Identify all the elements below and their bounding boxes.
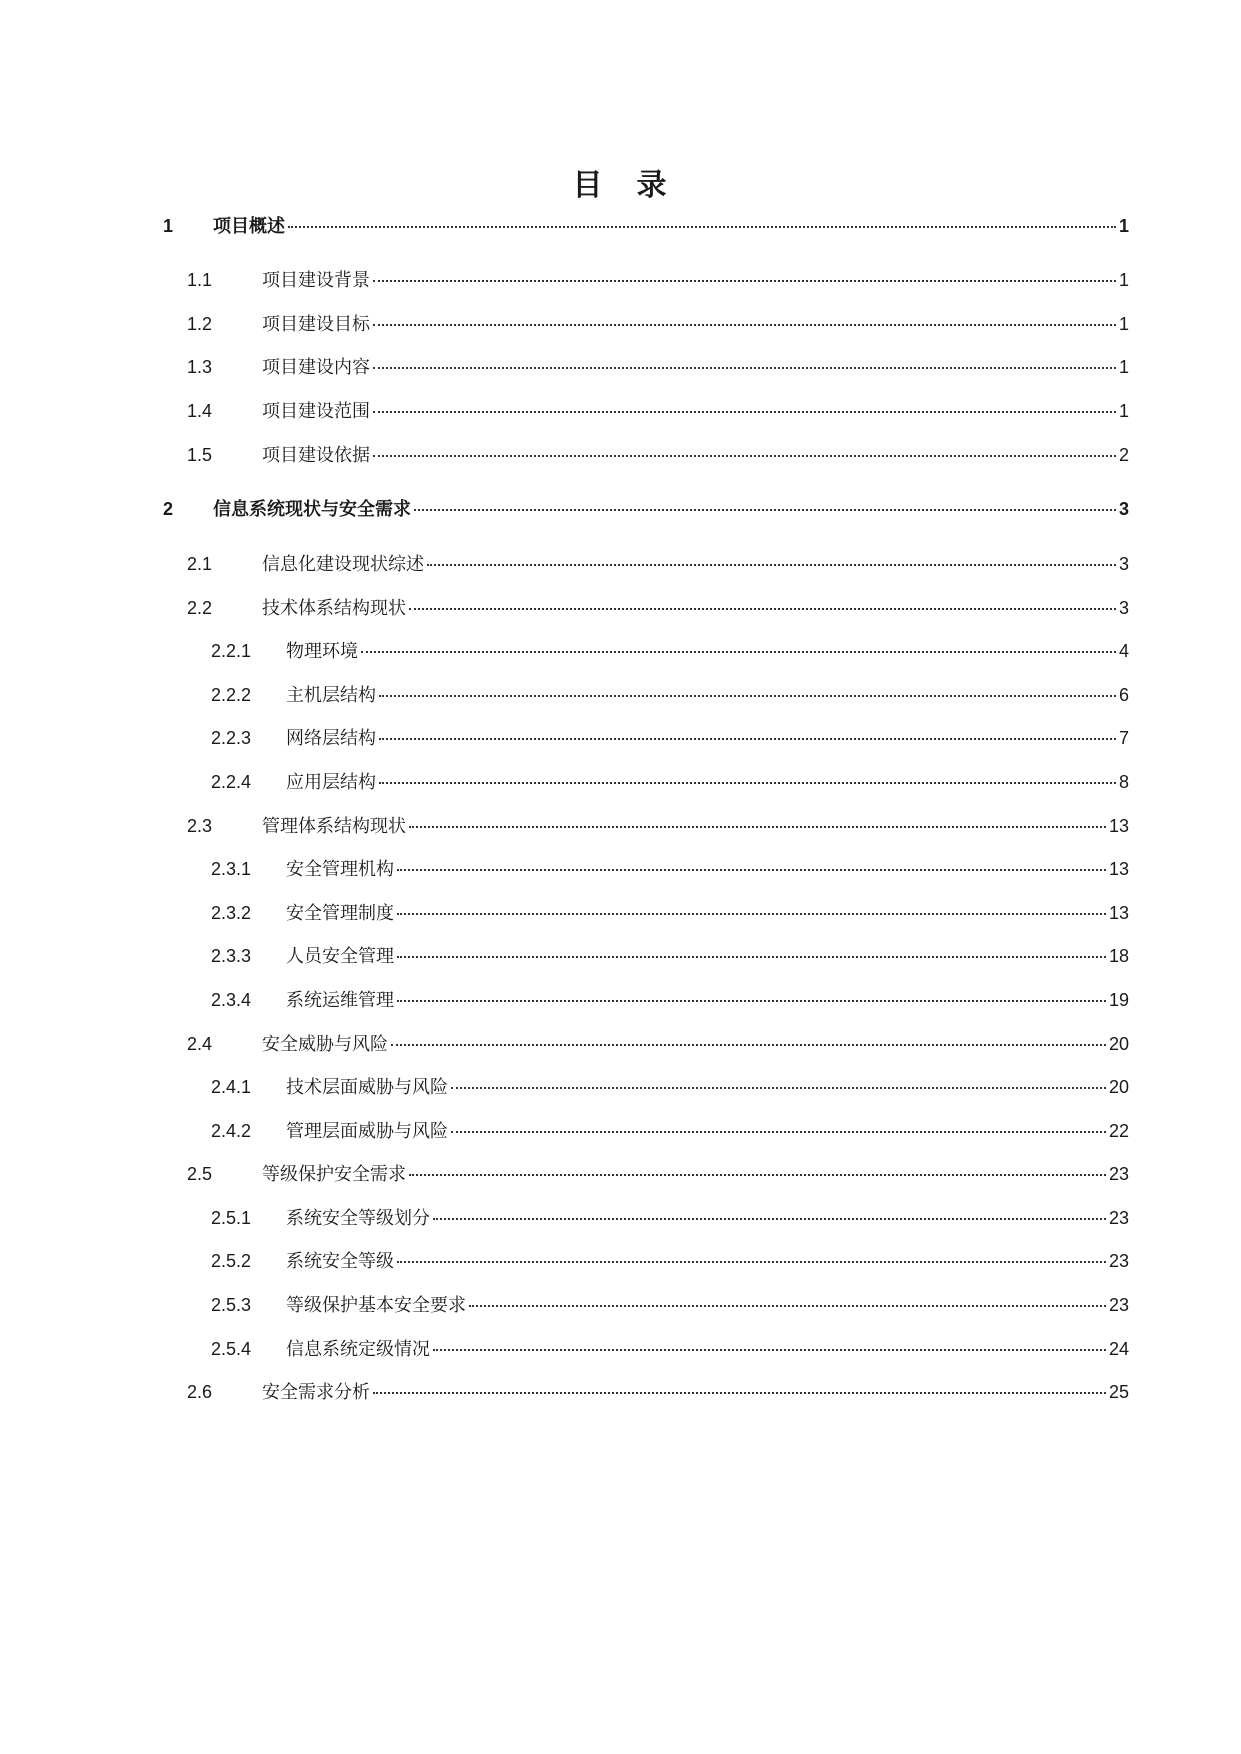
toc-leader-dots xyxy=(373,455,1116,457)
toc-entry-number: 2.1 xyxy=(187,554,213,574)
toc-entry[interactable] xyxy=(187,550,1129,576)
toc-entry-number: 1 xyxy=(163,216,174,236)
toc-title-part1: 目 xyxy=(572,168,605,203)
toc-entry-title: 网络层结构 xyxy=(286,728,376,749)
toc-entry-page: 1 xyxy=(1118,216,1129,236)
toc-leader-dots xyxy=(414,509,1116,511)
toc-leader-dots xyxy=(433,1349,1106,1351)
toc-entry-title: 系统安全等级 xyxy=(286,1251,394,1272)
toc-entry-title: 应用层结构 xyxy=(286,772,376,793)
toc-entry-page: 3 xyxy=(1118,598,1129,618)
toc-entry[interactable] xyxy=(211,986,1129,1012)
toc-entry-number: 2.2 xyxy=(187,598,213,618)
toc-entry[interactable] xyxy=(163,212,1129,238)
toc-entry[interactable] xyxy=(187,1030,1129,1056)
toc-leader-dots xyxy=(288,226,1116,228)
toc-entry-title: 等级保护基本安全要求 xyxy=(286,1295,466,1316)
toc-entry-number: 1.4 xyxy=(187,401,213,421)
toc-entry-page: 18 xyxy=(1108,946,1129,966)
toc-entry[interactable] xyxy=(163,495,1129,521)
toc-entry-number: 2 xyxy=(163,499,174,519)
toc-entry-number: 2.2.3 xyxy=(211,728,252,748)
toc-entry-page: 6 xyxy=(1118,685,1129,705)
toc-entry-page: 23 xyxy=(1108,1164,1129,1184)
toc-entry-title: 安全管理制度 xyxy=(286,903,394,924)
toc-entry-title: 主机层结构 xyxy=(286,685,376,706)
toc-entry-title: 安全需求分析 xyxy=(262,1382,370,1403)
toc-leader-dots xyxy=(379,782,1116,784)
toc-leader-dots xyxy=(409,826,1106,828)
toc-entry-page: 24 xyxy=(1108,1339,1129,1359)
toc-entry-title: 管理层面威胁与风险 xyxy=(286,1121,448,1142)
toc-leader-dots xyxy=(373,324,1116,326)
toc-leader-dots xyxy=(373,411,1116,413)
toc-entry-number: 2.6 xyxy=(187,1382,213,1402)
toc-entry-number: 2.5.2 xyxy=(211,1251,252,1271)
toc-entry[interactable] xyxy=(187,1378,1129,1404)
toc-leader-dots xyxy=(433,1218,1106,1220)
toc-entry[interactable] xyxy=(187,353,1129,379)
toc-entry[interactable] xyxy=(187,812,1129,838)
toc-entry[interactable] xyxy=(211,942,1129,968)
toc-title xyxy=(0,160,1241,204)
toc-entry[interactable] xyxy=(211,899,1129,925)
toc-entry-title: 项目概述 xyxy=(213,216,285,237)
toc-entry-number: 1.1 xyxy=(187,270,213,290)
toc-entry-page: 1 xyxy=(1118,314,1129,334)
toc-entry[interactable] xyxy=(187,310,1129,336)
toc-entry-page: 8 xyxy=(1118,772,1129,792)
toc-entry-title: 技术体系结构现状 xyxy=(262,598,406,619)
toc-leader-dots xyxy=(397,956,1106,958)
toc-entry-title: 人员安全管理 xyxy=(286,946,394,967)
toc-entry-page: 13 xyxy=(1108,903,1129,923)
toc-leader-dots xyxy=(397,1000,1106,1002)
toc-entry[interactable] xyxy=(211,1335,1129,1361)
toc-leader-dots xyxy=(373,280,1116,282)
toc-entry[interactable] xyxy=(211,1073,1129,1099)
toc-entry-number: 2.4.2 xyxy=(211,1121,252,1141)
toc-entry-page: 1 xyxy=(1118,270,1129,290)
toc-entry-number: 2.4.1 xyxy=(211,1077,252,1097)
toc-entry-number: 1.5 xyxy=(187,445,213,465)
toc-leader-dots xyxy=(373,1392,1106,1394)
toc-leader-dots xyxy=(397,869,1106,871)
toc-entry-number: 2.2.1 xyxy=(211,641,252,661)
toc-leader-dots xyxy=(379,695,1116,697)
toc-entry-number: 2.2.4 xyxy=(211,772,252,792)
toc-entry-page: 20 xyxy=(1108,1077,1129,1097)
toc-leader-dots xyxy=(451,1131,1106,1133)
toc-entry[interactable] xyxy=(211,681,1129,707)
toc-entry-title: 物理环境 xyxy=(286,641,358,662)
toc-entry-page: 20 xyxy=(1108,1034,1129,1054)
toc-entry[interactable] xyxy=(187,266,1129,292)
toc-entry[interactable] xyxy=(187,594,1129,620)
toc-entry[interactable] xyxy=(211,855,1129,881)
toc-entry-number: 2.5.1 xyxy=(211,1208,252,1228)
toc-entry-number: 2.3.4 xyxy=(211,990,252,1010)
toc-entry-page: 4 xyxy=(1118,641,1129,661)
toc-leader-dots xyxy=(373,367,1116,369)
toc-entry[interactable] xyxy=(187,397,1129,423)
toc-entry-page: 23 xyxy=(1108,1208,1129,1228)
toc-entry-number: 2.4 xyxy=(187,1034,213,1054)
toc-entry-title: 项目建设依据 xyxy=(262,445,370,466)
toc-entry-page: 3 xyxy=(1118,499,1129,519)
toc-entry-number: 1.2 xyxy=(187,314,213,334)
toc-entry-page: 2 xyxy=(1118,445,1129,465)
toc-entry-number: 1.3 xyxy=(187,357,213,377)
toc-entry-number: 2.2.2 xyxy=(211,685,252,705)
toc-leader-dots xyxy=(469,1305,1106,1307)
toc-entry-page: 7 xyxy=(1118,728,1129,748)
toc-entry-title: 信息系统定级情况 xyxy=(286,1339,430,1360)
toc-entry-page: 25 xyxy=(1108,1382,1129,1402)
toc-entry-number: 2.3.3 xyxy=(211,946,252,966)
toc-entry[interactable] xyxy=(187,441,1129,467)
toc-entry-page: 19 xyxy=(1108,990,1129,1010)
toc-leader-dots xyxy=(427,564,1116,566)
toc-entry-number: 2.5.3 xyxy=(211,1295,252,1315)
toc-entry[interactable] xyxy=(211,768,1129,794)
toc-entry-title: 系统运维管理 xyxy=(286,990,394,1011)
toc-leader-dots xyxy=(409,608,1116,610)
toc-entry-page: 1 xyxy=(1118,401,1129,421)
toc-entry-page: 3 xyxy=(1118,554,1129,574)
toc-entry-title: 信息化建设现状综述 xyxy=(262,554,424,575)
toc-entry-page: 13 xyxy=(1108,859,1129,879)
toc-entry-page: 1 xyxy=(1118,357,1129,377)
toc-entry-page: 23 xyxy=(1108,1251,1129,1271)
toc-entry-title: 等级保护安全需求 xyxy=(262,1164,406,1185)
toc-entry-number: 2.3 xyxy=(187,816,213,836)
toc-entry[interactable] xyxy=(211,1247,1129,1273)
toc-entry[interactable] xyxy=(211,1117,1129,1143)
toc-entry-number: 2.3.2 xyxy=(211,903,252,923)
toc-entry-title: 安全威胁与风险 xyxy=(262,1034,388,1055)
toc-entry-title: 管理体系结构现状 xyxy=(262,816,406,837)
toc-entry-title: 项目建设背景 xyxy=(262,270,370,291)
toc-entry-number: 2.5.4 xyxy=(211,1339,252,1359)
toc-leader-dots xyxy=(397,913,1106,915)
toc-leader-dots xyxy=(391,1044,1106,1046)
toc-entry-page: 13 xyxy=(1108,816,1129,836)
toc-entry-title: 项目建设范围 xyxy=(262,401,370,422)
toc-entry-title: 技术层面威胁与风险 xyxy=(286,1077,448,1098)
toc-leader-dots xyxy=(361,651,1116,653)
toc-entry-number: 2.3.1 xyxy=(211,859,252,879)
toc-entry[interactable] xyxy=(211,1291,1129,1317)
toc-entry[interactable] xyxy=(211,637,1129,663)
toc-leader-dots xyxy=(397,1261,1106,1263)
toc-entry[interactable] xyxy=(187,1160,1129,1186)
toc-entry-title: 项目建设目标 xyxy=(262,314,370,335)
toc-entry[interactable] xyxy=(211,724,1129,750)
toc-entry-title: 系统安全等级划分 xyxy=(286,1208,430,1229)
toc-entry-page: 22 xyxy=(1108,1121,1129,1141)
toc-leader-dots xyxy=(379,738,1116,740)
toc-entry-title: 安全管理机构 xyxy=(286,859,394,880)
toc-entry[interactable] xyxy=(211,1204,1129,1230)
toc-leader-dots xyxy=(409,1174,1106,1176)
toc-entry-page: 23 xyxy=(1108,1295,1129,1315)
toc-title-part2: 录 xyxy=(636,168,669,203)
toc-entry-title: 信息系统现状与安全需求 xyxy=(213,499,411,520)
toc-entry-number: 2.5 xyxy=(187,1164,213,1184)
toc-entry-title: 项目建设内容 xyxy=(262,357,370,378)
toc-leader-dots xyxy=(451,1087,1106,1089)
